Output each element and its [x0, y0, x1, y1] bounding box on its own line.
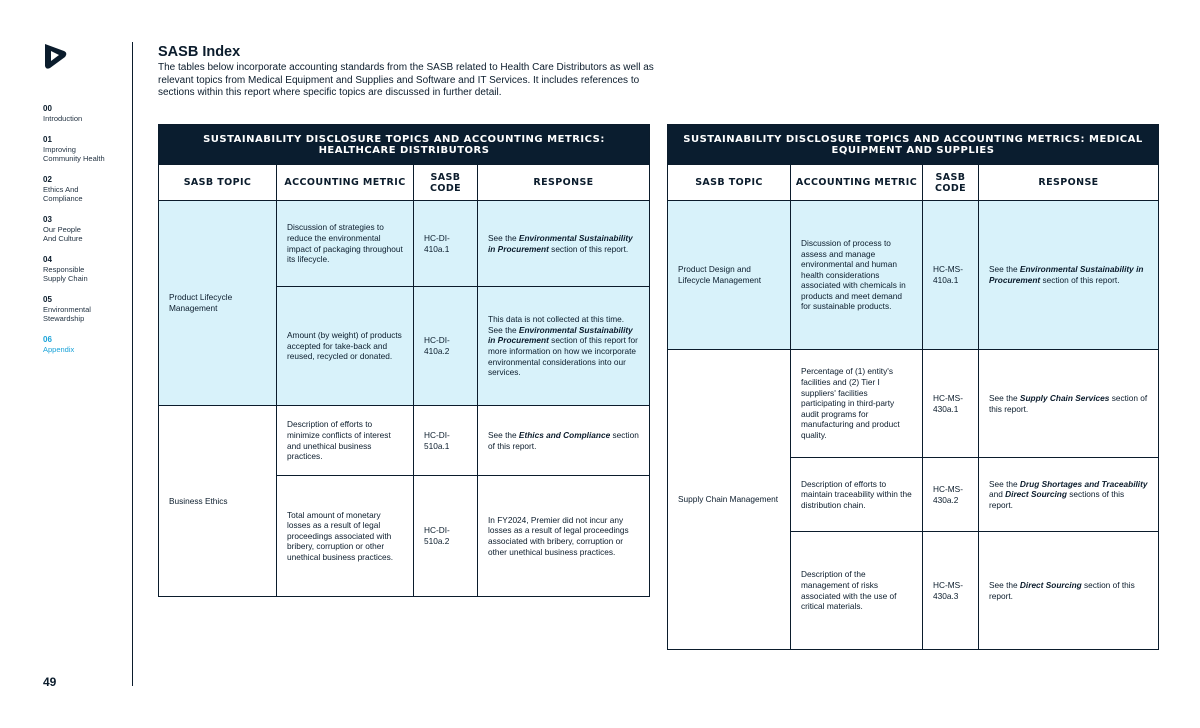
col-header-response: RESPONSE	[979, 165, 1159, 201]
metric-cell: Amount (by weight) of products accepted for take-back and reused, recycled or donated.	[277, 287, 414, 406]
response-cell: See the Direct Sourcing section of this report.	[979, 532, 1159, 650]
table-row	[159, 406, 650, 476]
nav-label: Introduction	[43, 114, 83, 123]
table-row	[668, 350, 1159, 458]
table-row	[159, 201, 650, 287]
table-band-title: SUSTAINABILITY DISCLOSURE TOPICS AND ACCOUNTING METRICS: HEALTHCARE DISTRIBUTORS	[159, 125, 650, 165]
metric-cell: Description of efforts to maintain traceability within the distribution chain.	[791, 458, 923, 532]
code-cell: HC-MS-430a.3	[923, 532, 979, 650]
code-cell: HC-MS-430a.2	[923, 458, 979, 532]
col-header-metric: ACCOUNTING METRIC	[277, 165, 414, 201]
page-title: SASB Index	[158, 44, 241, 60]
sasb-table-medical-equipment	[667, 124, 1159, 650]
topic-cell: Product Lifecycle Management	[159, 201, 277, 406]
table-row	[668, 201, 1159, 350]
nav-number: 00	[43, 104, 52, 113]
nav-number: 05	[43, 295, 52, 304]
response-cell: See the Drug Shortages and Traceability and Direct Sourcing sections of this report.	[979, 458, 1159, 532]
nav-item-supply-chain[interactable]	[43, 255, 123, 283]
nav-label: Ethics And Compliance	[43, 185, 83, 203]
nav-item-appendix[interactable]	[43, 335, 123, 354]
code-cell: HC-DI-410a.1	[414, 201, 478, 287]
nav-label: Appendix	[43, 345, 75, 354]
nav-number: 03	[43, 215, 52, 224]
col-header-response: RESPONSE	[478, 165, 650, 201]
col-header-metric: ACCOUNTING METRIC	[791, 165, 923, 201]
topic-cell: Business Ethics	[159, 406, 277, 597]
report-section-link[interactable]: Environmental Sustainability in Procurement	[488, 324, 633, 346]
col-header-topic: SASB TOPIC	[668, 165, 791, 201]
report-section-link[interactable]: Environmental Sustainability in Procurement	[989, 264, 1144, 285]
nav-item-introduction[interactable]	[43, 104, 123, 123]
response-cell: See the Environmental Sustainability in Procurement section of this report.	[478, 201, 650, 287]
metric-cell: Percentage of (1) entity's facilities and (2) Tier I suppliers' facilities participating in third-party audit programs for manufacturing and product quality.	[791, 350, 923, 458]
metric-cell: Discussion of strategies to reduce the environmental impact of packaging throughout its lifecycle.	[277, 201, 414, 287]
response-cell: This data is not collected at this time. See the Environmental Sustainability in Procurement section of this report for more information on how we incorporate environmental considerations into our services.	[478, 287, 650, 406]
report-section-link[interactable]: Ethics and Compliance	[518, 429, 611, 440]
response-cell: In FY2024, Premier did not incur any losses as a result of legal proceedings associated with bribery, corruption or other unethical business practices.	[478, 476, 650, 597]
nav-label: Improving Community Health	[43, 145, 105, 163]
nav-item-ethics[interactable]	[43, 175, 123, 203]
nav-item-people[interactable]	[43, 215, 123, 243]
nav-number: 01	[43, 135, 52, 144]
metric-cell: Total amount of monetary losses as a result of legal proceedings associated with bribery, corruption or other unethical business practices.	[277, 476, 414, 597]
response-cell: See the Supply Chain Services section of this report.	[979, 350, 1159, 458]
report-section-link[interactable]: Direct Sourcing	[1005, 489, 1067, 500]
metric-cell: Description of efforts to minimize conflicts of interest and unethical business practices.	[277, 406, 414, 476]
company-logo	[42, 42, 68, 70]
intro-paragraph: The tables below incorporate accounting standards from the SASB related to Health Care Distributors as well as relevant topics from Medical Equipment and Supplies and Software and IT Services. It includes references to sections within this report where specific topics are discussed in further detail.	[158, 62, 654, 98]
table-band-title: SUSTAINABILITY DISCLOSURE TOPICS AND ACCOUNTING METRICS: MEDICAL EQUIPMENT AND SUPPLIES	[668, 125, 1159, 165]
code-cell: HC-MS-430a.1	[923, 350, 979, 458]
response-cell: See the Environmental Sustainability in Procurement section of this report.	[979, 201, 1159, 350]
page-number: 49	[43, 675, 57, 689]
nav-item-environment[interactable]	[43, 295, 123, 323]
report-section-link[interactable]: Supply Chain Services	[1019, 392, 1110, 403]
code-cell: HC-MS-410a.1	[923, 201, 979, 350]
nav-label: Environmental Stewardship	[43, 305, 91, 323]
topic-cell: Supply Chain Management	[668, 350, 791, 650]
report-section-link[interactable]: Environmental Sustainability in Procurement	[488, 232, 633, 254]
report-section-link[interactable]: Direct Sourcing	[1019, 579, 1082, 590]
nav-number: 06	[43, 335, 52, 344]
nav-label: Our People And Culture	[43, 225, 83, 243]
col-header-topic: SASB TOPIC	[159, 165, 277, 201]
section-nav	[43, 104, 123, 366]
nav-number: 02	[43, 175, 52, 184]
col-header-code: SASB CODE	[923, 165, 979, 201]
sasb-table-healthcare-distributors	[158, 124, 650, 597]
nav-number: 04	[43, 255, 52, 264]
metric-cell: Description of the management of risks associated with the use of critical materials.	[791, 532, 923, 650]
divider	[132, 42, 133, 686]
code-cell: HC-DI-410a.2	[414, 287, 478, 406]
code-cell: HC-DI-510a.2	[414, 476, 478, 597]
col-header-code: SASB CODE	[414, 165, 478, 201]
nav-label: Responsible Supply Chain	[43, 265, 88, 283]
report-section-link[interactable]: Drug Shortages and Traceability	[1019, 478, 1148, 489]
topic-cell: Product Design and Lifecycle Management	[668, 201, 791, 350]
code-cell: HC-DI-510a.1	[414, 406, 478, 476]
metric-cell: Discussion of process to assess and manage environmental and human health considerations associated with chemicals in products and meet demand for sustainable products.	[791, 201, 923, 350]
nav-item-community-health[interactable]	[43, 135, 123, 163]
response-cell: See the Ethics and Compliance section of this report.	[478, 406, 650, 476]
